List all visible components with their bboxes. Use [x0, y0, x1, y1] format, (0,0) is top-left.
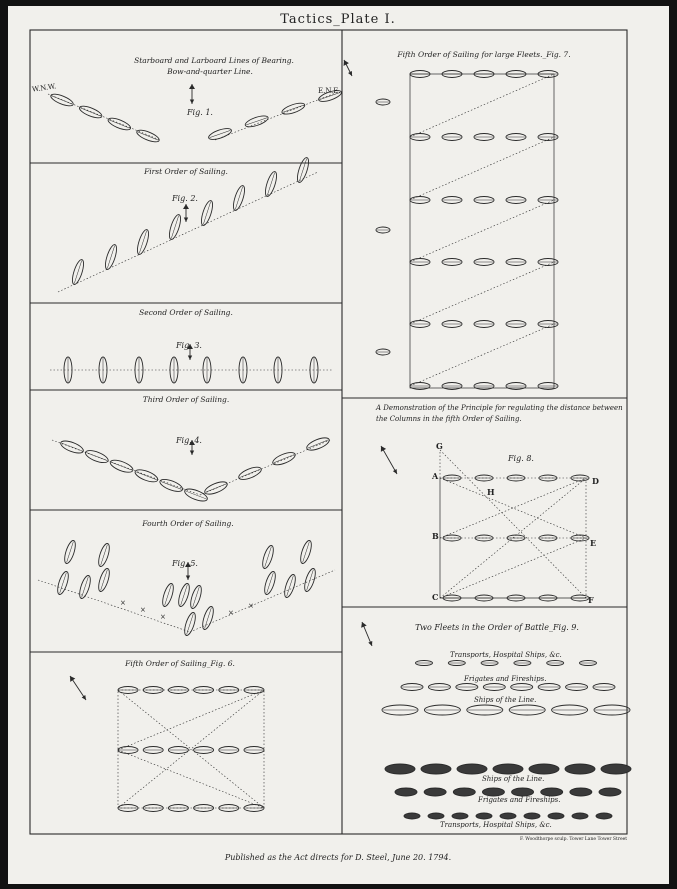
wnw-label: W.N.W. — [31, 82, 57, 94]
fig9-label-transports-top: Transports, Hospital Ships, &c. — [450, 651, 562, 659]
ship — [601, 764, 631, 774]
fig2-label: Fig. 2. — [172, 194, 198, 203]
bearing-mark: × — [140, 606, 146, 614]
fig2-title: First Order of Sailing. — [144, 167, 228, 176]
ship — [421, 764, 451, 774]
publication-line: Published as the Act directs for D. Steel, June 20. 1794. — [224, 853, 452, 862]
bearing-mark: × — [248, 602, 254, 610]
ship — [457, 764, 487, 774]
fig3-title: Second Order of Sailing. — [139, 308, 233, 317]
fig6-title: Fifth Order of Sailing_Fig. 6. — [125, 659, 235, 668]
engraver-credit: F. Woodthorpe sculp. Tower Lane Tower Street — [520, 837, 628, 842]
bearing-mark: × — [120, 599, 126, 607]
fig9-label-line-bottom: Ships of the Line. — [482, 775, 545, 783]
fig1-subtitle: Bow-and-quarter Line. — [167, 67, 253, 76]
ship — [424, 788, 446, 796]
fig1-label: Fig. 1. — [187, 108, 213, 117]
fig9-label-frigates-top: Frigates and Fireships. — [464, 675, 547, 683]
ship — [452, 813, 468, 819]
ship — [529, 764, 559, 774]
point-a: A — [432, 471, 439, 481]
ship — [565, 764, 595, 774]
fig9-label-line-top: Ships of the Line. — [474, 696, 537, 704]
ship — [572, 813, 588, 819]
fig5-title: Fourth Order of Sailing. — [142, 519, 234, 528]
ship — [512, 788, 534, 796]
fig4-title: Third Order of Sailing. — [142, 395, 230, 404]
ship — [500, 813, 516, 819]
ship — [524, 813, 540, 819]
ship — [453, 788, 475, 796]
point-b: B — [432, 531, 439, 541]
ship — [404, 813, 420, 819]
ship — [493, 764, 523, 774]
point-d: D — [592, 476, 599, 486]
ship — [385, 764, 415, 774]
fig9-label-frigates-bottom: Frigates and Fireships. — [478, 796, 561, 804]
ship — [395, 788, 417, 796]
ship — [548, 813, 564, 819]
bearing-mark: × — [228, 609, 234, 617]
ship — [428, 813, 444, 819]
fig1-title: Starboard and Larboard Lines of Bearing. — [134, 56, 294, 65]
paper — [8, 6, 669, 884]
ship — [570, 788, 592, 796]
point-c: C — [432, 592, 439, 602]
fig8-label: Fig. 8. — [508, 454, 534, 463]
fig7-title: Fifth Order of Sailing for large Fleets._Fig. 7. — [397, 50, 571, 59]
fig8-title-line2: the Columns in the fifth Order of Sailing. — [376, 415, 522, 423]
fig3-label: Fig. 3. — [176, 341, 202, 350]
ship — [541, 788, 563, 796]
ship — [599, 788, 621, 796]
ene-label: E.N.E. — [318, 87, 341, 95]
fig9-label-transports-bottom: Transports, Hospital Ships, &c. — [440, 821, 552, 829]
plate-title: Tactics_Plate I. — [280, 12, 396, 27]
point-e: E — [590, 538, 597, 548]
fig8-title-line1: A Demonstration of the Principle for regulating the distance between — [376, 404, 623, 412]
bearing-mark: × — [160, 613, 166, 621]
point-g: G — [436, 441, 443, 451]
point-h: H — [487, 487, 495, 497]
fig4-label: Fig. 4. — [176, 436, 202, 445]
ship — [476, 813, 492, 819]
fig5-label: Fig. 5. — [172, 559, 198, 568]
point-f: F — [588, 595, 594, 605]
fig9-title: Two Fleets in the Order of Battle_Fig. 9. — [415, 623, 579, 632]
ship — [482, 788, 504, 796]
ship — [596, 813, 612, 819]
